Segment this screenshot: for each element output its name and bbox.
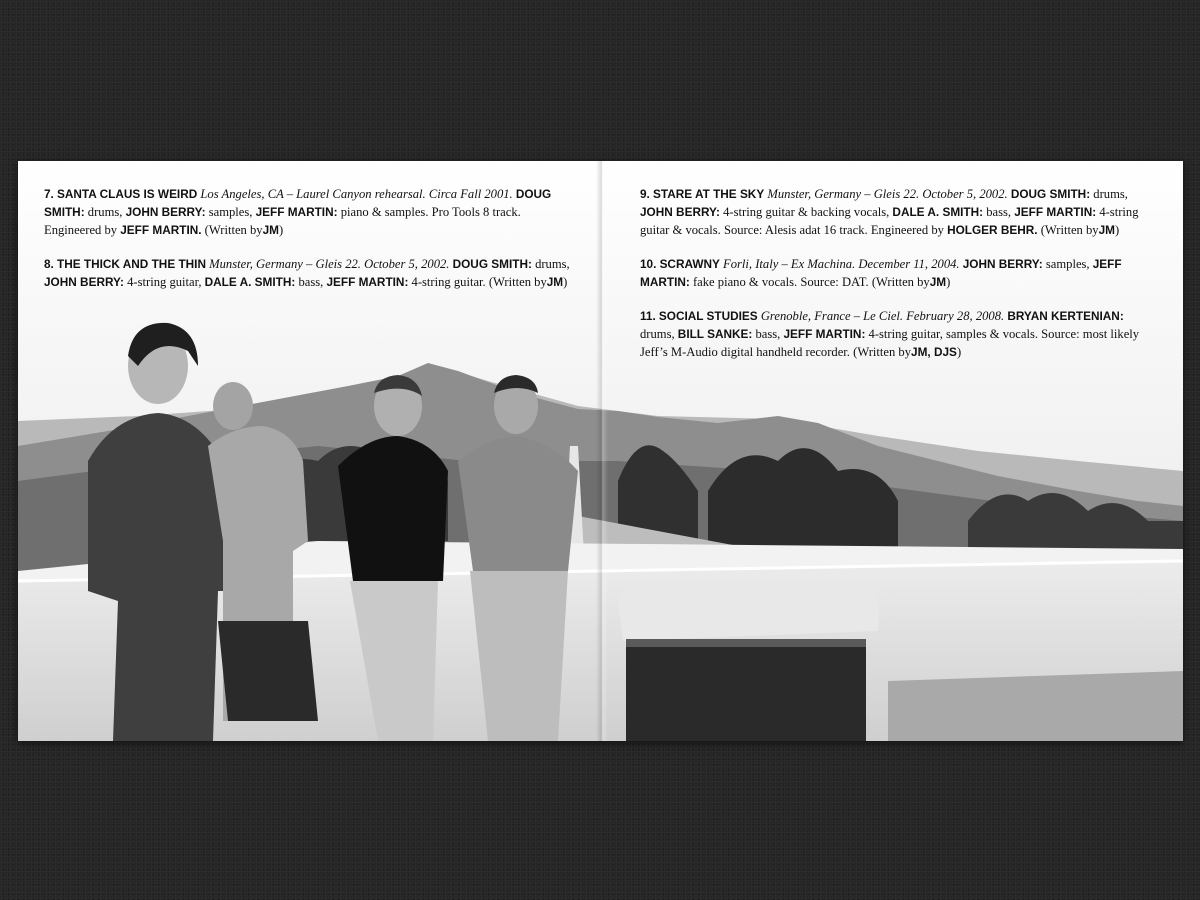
written-by-label: (Written by [1040,223,1099,237]
musician-name: JEFF MARTIN: [783,327,866,341]
musician-name: BRYAN KERTENIAN: [1007,309,1124,323]
written-by-close: ) [956,345,962,359]
writer-name: JM [1098,223,1115,237]
written-by-close: ) [563,275,568,289]
musician-name: JEFF MARTIN: [326,275,409,289]
musician-role: piano & samples. Pro Tools 8 track. Engineered by [44,205,521,237]
musician-name: JOHN BERRY: [962,257,1043,271]
written-by-close: ) [278,223,284,237]
musician-name: DOUG SMITH: [452,257,532,271]
writer-name: JM, DJS [911,345,957,359]
musician-role: bass, [755,327,781,341]
track-location: Munster, Germany – Gleis 22. October 5, 2002. [209,257,450,271]
track-title: STARE AT THE SKY [653,187,765,201]
musician-role: fake piano & vocals. Source: DAT. [692,275,869,289]
engineer-name: JEFF MARTIN. [120,223,202,237]
track-title: SCRAWNY [659,257,720,271]
track-location: Grenoble, France – Le Ciel. February 28, 2008. [760,309,1005,323]
musician-role: drums, [535,257,570,271]
musician-name: BILL SANKE: [677,327,753,341]
musician-role: bass, [986,205,1012,219]
musician-name: JEFF MARTIN: [640,257,1122,289]
musician-name: DOUG SMITH: [44,187,552,219]
track-location: Munster, Germany – Gleis 22. October 5, 2002. [767,187,1008,201]
written-by-close: ) [1114,223,1120,237]
track-location: Forli, Italy – Ex Machina. December 11, 2004. [723,257,960,271]
musician-role: 4-string guitar, samples & vocals. Source: most likely Jeff’s M-Audio digital handheld recorder. [640,327,1140,359]
track-location: Los Angeles, CA – Laurel Canyon rehearsal. Circa Fall 2001. [200,187,513,201]
musician-name: DALE A. SMITH: [892,205,984,219]
track-title: SANTA CLAUS IS WEIRD [57,187,198,201]
track-number: 11. [640,309,656,323]
track-number: 10. [640,257,657,271]
written-by-label: (Written by [488,275,547,289]
written-by-label: (Written by [853,345,912,359]
written-by-label: (Written by [871,275,930,289]
musician-name: DALE A. SMITH: [204,275,296,289]
track-entry [640,255,1160,291]
musician-name: JOHN BERRY: [125,205,206,219]
booklet-fold [596,161,608,741]
musician-name: JOHN BERRY: [44,275,124,289]
track-title: SOCIAL STUDIES [658,309,758,323]
track-number: 9. [640,187,650,201]
musician-name: JEFF MARTIN: [1014,205,1097,219]
musician-name: DOUG SMITH: [1010,187,1091,201]
musician-name: JEFF MARTIN: [255,205,338,219]
track-entry [44,255,574,291]
right-page-notes [640,185,1160,377]
track-entry [640,307,1160,361]
written-by-label: (Written by [204,223,263,237]
musician-name: JOHN BERRY: [640,205,720,219]
writer-name: JM [546,275,564,289]
track-title: THE THICK AND THE THIN [57,257,206,271]
left-page-notes [44,185,574,307]
musician-role: 4-string guitar. [411,275,486,289]
musician-role: drums, [1093,187,1128,201]
written-by-close: ) [946,275,951,289]
musician-role: 4-string guitar & vocals. Source: Alesis adat 16 track. Engineered by [640,205,1139,237]
musician-role: drums, [87,205,123,219]
track-number: 7. [44,187,54,201]
musician-role: samples, [208,205,253,219]
musician-role: samples, [1045,257,1090,271]
engineer-name: HOLGER BEHR. [947,223,1038,237]
musician-role: bass, [298,275,324,289]
musician-role: 4-string guitar, [127,275,202,289]
cd-booklet-spread [18,161,1183,741]
musician-role: drums, [640,327,675,341]
writer-name: JM [262,223,279,237]
writer-name: JM [929,275,947,289]
track-entry [640,185,1160,239]
track-number: 8. [44,257,54,271]
musician-role: 4-string guitar & backing vocals, [723,205,890,219]
track-entry [44,185,574,239]
